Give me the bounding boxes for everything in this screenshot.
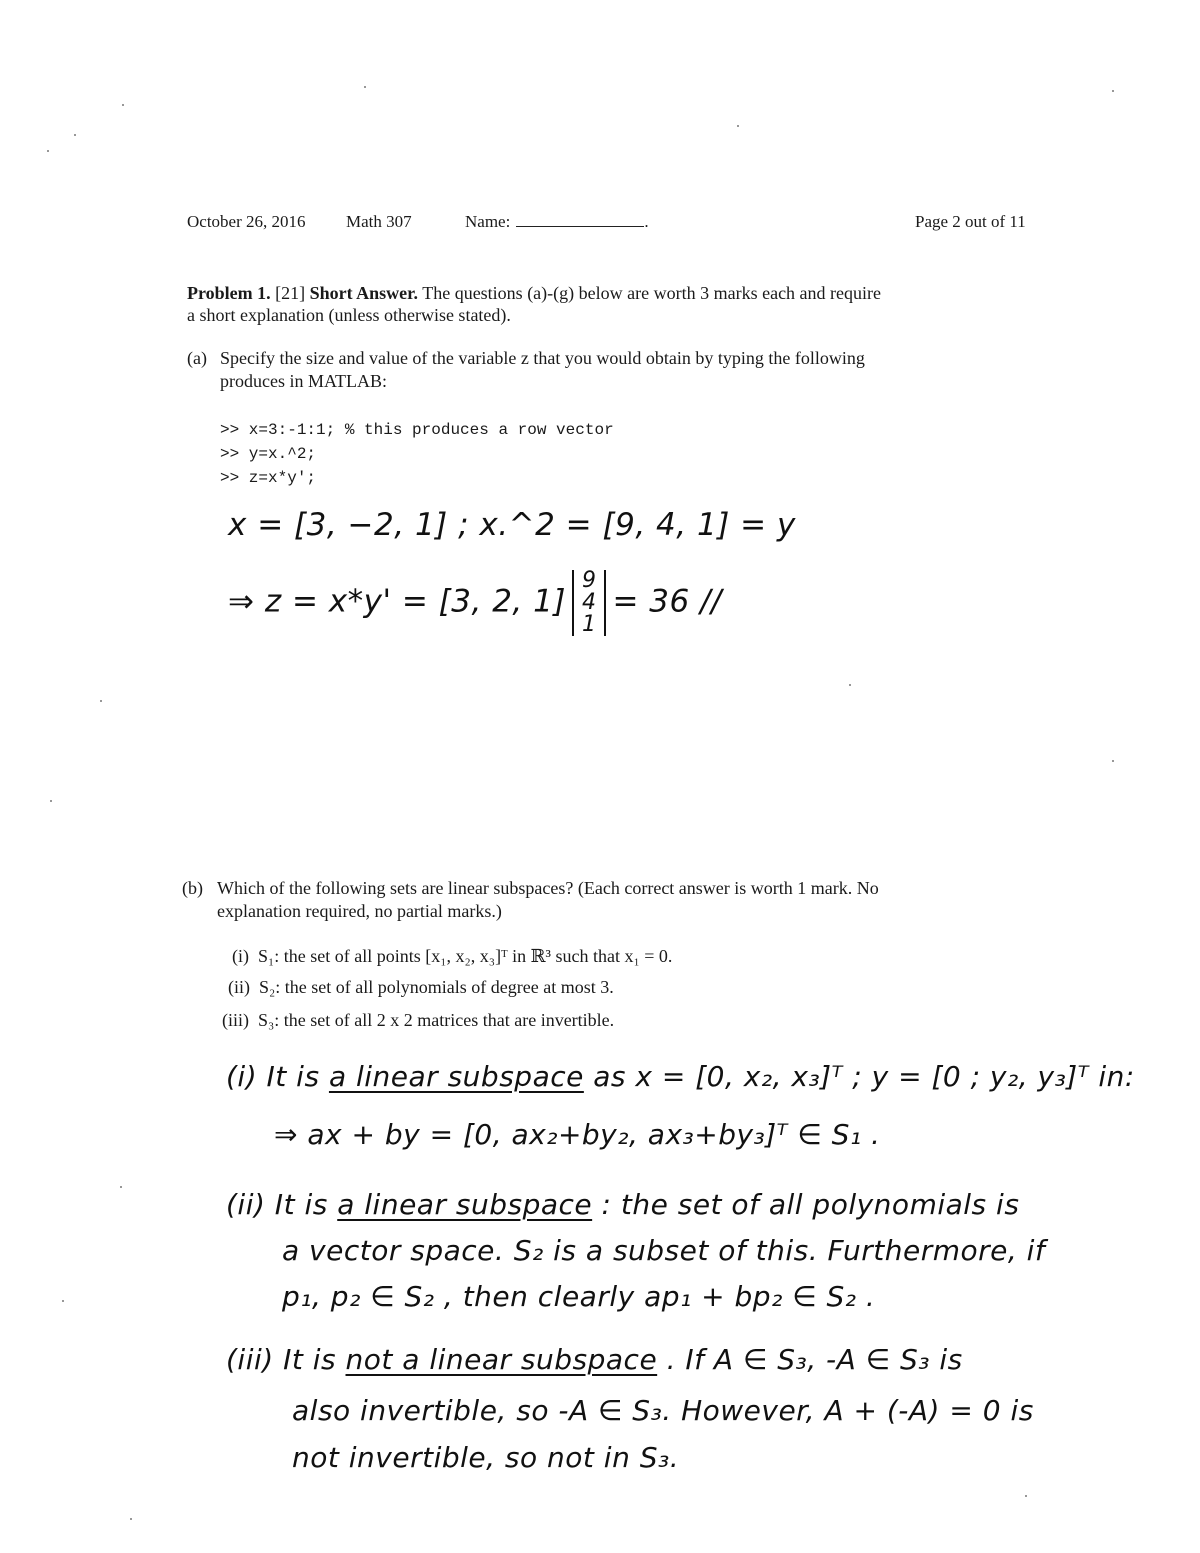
answer-iii-line2: also invertible, so -A ∈ S₃. However, A + (-A) = 0 is [292,1394,1034,1427]
vector-entry: 9 [581,568,597,593]
answer-ii-line3: p₁, p₂ ∈ S₂ , then clearly ap₁ + bp₂ ∈ S₂ . [282,1280,876,1313]
problem1-intro-line1: The questions (a)-(g) below are worth 3 marks each and require [422,283,882,303]
page-number: Page 2 out of 11 [915,212,1026,231]
matlab-code-line: >> y=x.^2; [220,445,317,463]
name-field: Name: . [465,212,649,231]
problem1-heading: Short Answer. [309,283,419,303]
option-text: S₃: the set of all 2 x 2 matrices that are invertible. [258,1010,615,1030]
answer-underlined: a linear subspace [328,1060,584,1093]
answer-text: as x = [0, x₂, x₃]ᵀ ; y = [0 ; y₂, y₃]ᵀ in: [593,1060,1135,1093]
option-number: (i) [232,946,249,966]
problem1-intro-line2: a short explanation (unless otherwise stated). [187,305,511,325]
subspace-option [222,1008,614,1032]
answer-text: : the set of all polynomials is [601,1188,1020,1221]
problem1-marks: [21] [275,283,306,303]
scan-speck [1112,90,1114,92]
answer-iii-line1 [226,1343,963,1376]
part-a-question-line1: Specify the size and value of the variable z that you would obtain by typing the following [220,348,865,368]
scan-speck [50,800,52,802]
scan-speck [737,125,739,127]
matlab-code-line: >> z=x*y'; [220,469,317,487]
answer-underlined: a linear subspace [337,1188,593,1221]
scan-speck [62,1300,64,1302]
subspace-option [228,975,614,999]
option-number: (ii) [228,977,250,997]
answer-i-line1 [226,1060,1135,1093]
part-a-answer-line2 [228,570,722,636]
part-b-label: (b) [182,878,203,898]
scan-speck [120,1186,122,1188]
answer-column-vector [572,570,607,636]
part-a-label: (a) [187,348,207,368]
part-a-answer-prefix: ⇒ z = x*y' = [3, 2, 1] [228,583,566,620]
scan-speck [1025,1495,1027,1497]
option-number: (iii) [222,1010,249,1030]
scan-speck [74,134,76,136]
scan-speck [100,700,102,702]
part-a-answer-line1: x = [3, −2, 1] ; x.^2 = [9, 4, 1] = y [228,507,796,543]
subspace-option [232,944,672,968]
scan-speck [849,684,851,686]
problem1-intro [187,281,881,305]
vector-entry: 1 [581,612,597,637]
option-text: S₂: the set of all polynomials of degree at most 3. [259,977,614,997]
scan-speck [130,1518,132,1520]
matlab-code-line: >> x=3:-1:1; % this produces a row vector [220,421,614,439]
part-a-question-line2: produces in MATLAB: [220,371,387,391]
answer-text: (i) It is [226,1060,320,1093]
problem1-title: Problem 1. [187,283,271,303]
answer-text: (ii) It is [226,1188,328,1221]
name-blank-line [516,212,644,227]
answer-i-line2: ⇒ ax + by = [0, ax₂+by₂, ax₃+by₃]ᵀ ∈ S₁ . [274,1118,881,1151]
name-label: Name: [465,212,511,231]
answer-text: (iii) It is [226,1343,337,1376]
scan-speck [1112,760,1114,762]
exam-date: October 26, 2016 [187,212,306,231]
answer-ii-line2: a vector space. S₂ is a subset of this. Furthermore, if [282,1234,1046,1267]
scan-speck [47,150,49,152]
answer-ii-line1 [226,1188,1019,1221]
part-b-question-line1: Which of the following sets are linear subspaces? (Each correct answer is worth 1 mark. No [217,878,879,898]
course-code: Math 307 [346,212,412,231]
part-a-answer-suffix: = 36 // [612,583,722,620]
answer-text: . If A ∈ S₃, -A ∈ S₃ is [666,1343,963,1376]
answer-underlined: not a linear subspace [345,1343,658,1376]
scan-speck [364,86,366,88]
scan-speck [122,104,124,106]
answer-iii-line3: not invertible, so not in S₃. [292,1441,680,1474]
vector-entry: 4 [581,590,597,615]
part-b-question-line2: explanation required, no partial marks.) [217,901,502,921]
option-text: S₁: the set of all points [x₁, x₂, x₃]ᵀ in ℝ³ such that x₁ = 0. [258,946,673,966]
